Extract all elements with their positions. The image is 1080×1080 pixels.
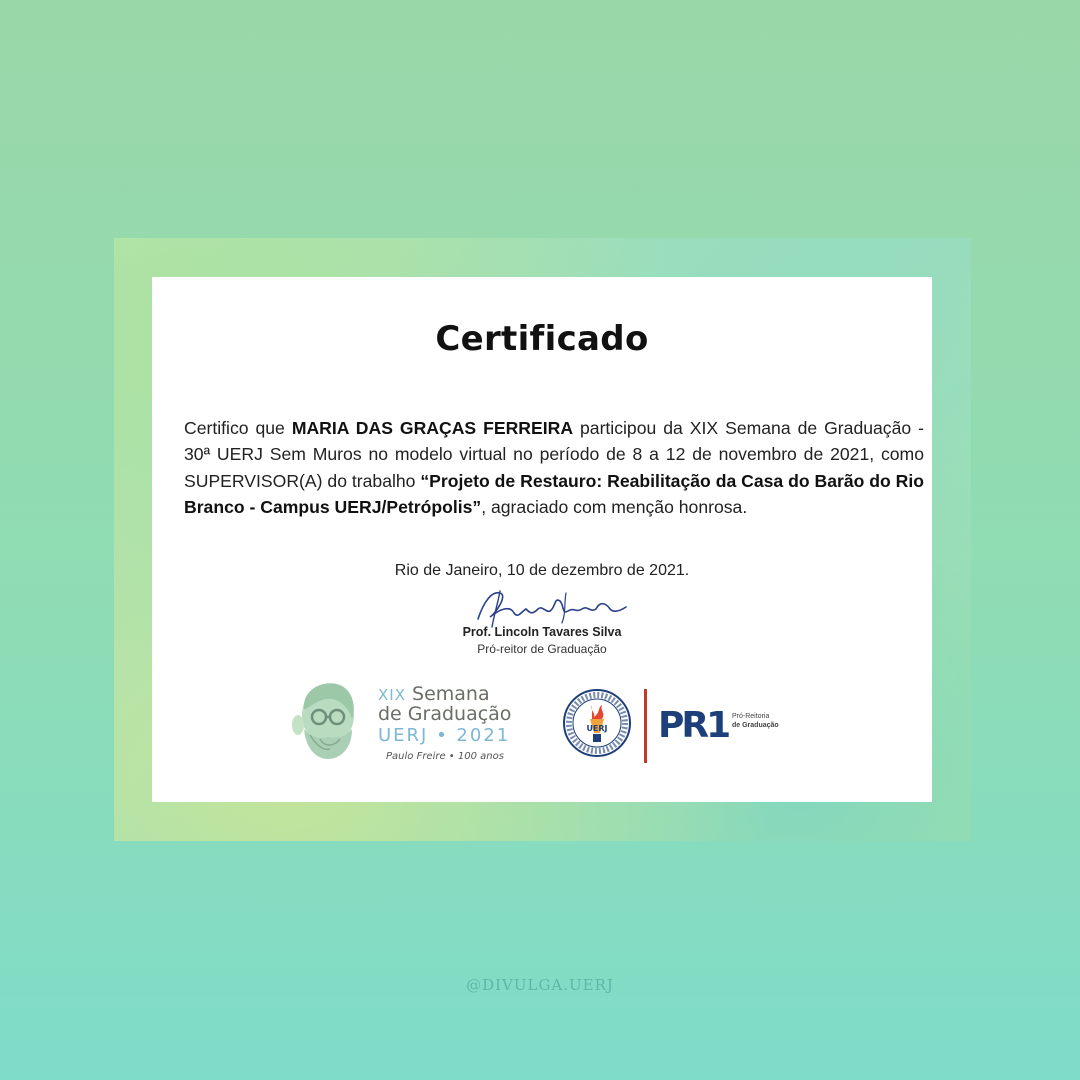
event-edition: XIX [378,686,406,704]
event-word-semana: Semana [405,683,490,705]
pr1-logo-icon: PR1 [658,705,729,746]
work-title: “Projeto de Restauro: Reabilitação da Casa do Barão do Rio Branco - Campus UERJ/Petrópolis” [184,470,924,517]
event-logo [290,679,520,769]
event-logo-line1 [378,683,490,705]
certificate-body [184,415,924,520]
seal-label: UERJ [586,724,608,733]
body-participation: participou da XIX Semana de Graduação - 30ª UERJ Sem Muros no modelo virtual no período de 8 a 12 de novembro de 2021, como SUPERVISOR(A) do trabalho [184,418,924,491]
uerj-seal-icon [562,687,632,759]
participant-name: MARIA DAS GRAÇAS FERREIRA [291,418,574,438]
logo-divider [644,689,647,763]
certificate-date: Rio de Janeiro, 10 de dezembro de 2021. [394,562,690,579]
body-intro: Certifico que [184,418,292,438]
signature-icon [470,583,630,631]
event-logo-line4: Paulo Freire • 100 anos [386,751,504,762]
footer-handle: @DIVULGA.UERJ [466,976,614,994]
certificate-frame [114,238,971,841]
certificate-paper [152,277,932,802]
signer-name: Prof. Lincoln Tavares Silva [462,625,622,639]
signer-role: Pró-reitor de Graduação [477,642,607,656]
pr1-caption [732,712,822,730]
event-logo-line2: de Graduação [378,703,512,725]
certificate-title: Certificado [435,319,649,359]
pr1-caption-line1: Pró-Reitoria [732,713,770,720]
body-closing: , agraciado com menção honrosa. [481,496,748,517]
pr1-caption-line2: de Graduação [732,722,779,729]
event-logo-line3: UERJ • 2021 [378,725,511,746]
paulo-freire-portrait-icon [290,679,362,761]
